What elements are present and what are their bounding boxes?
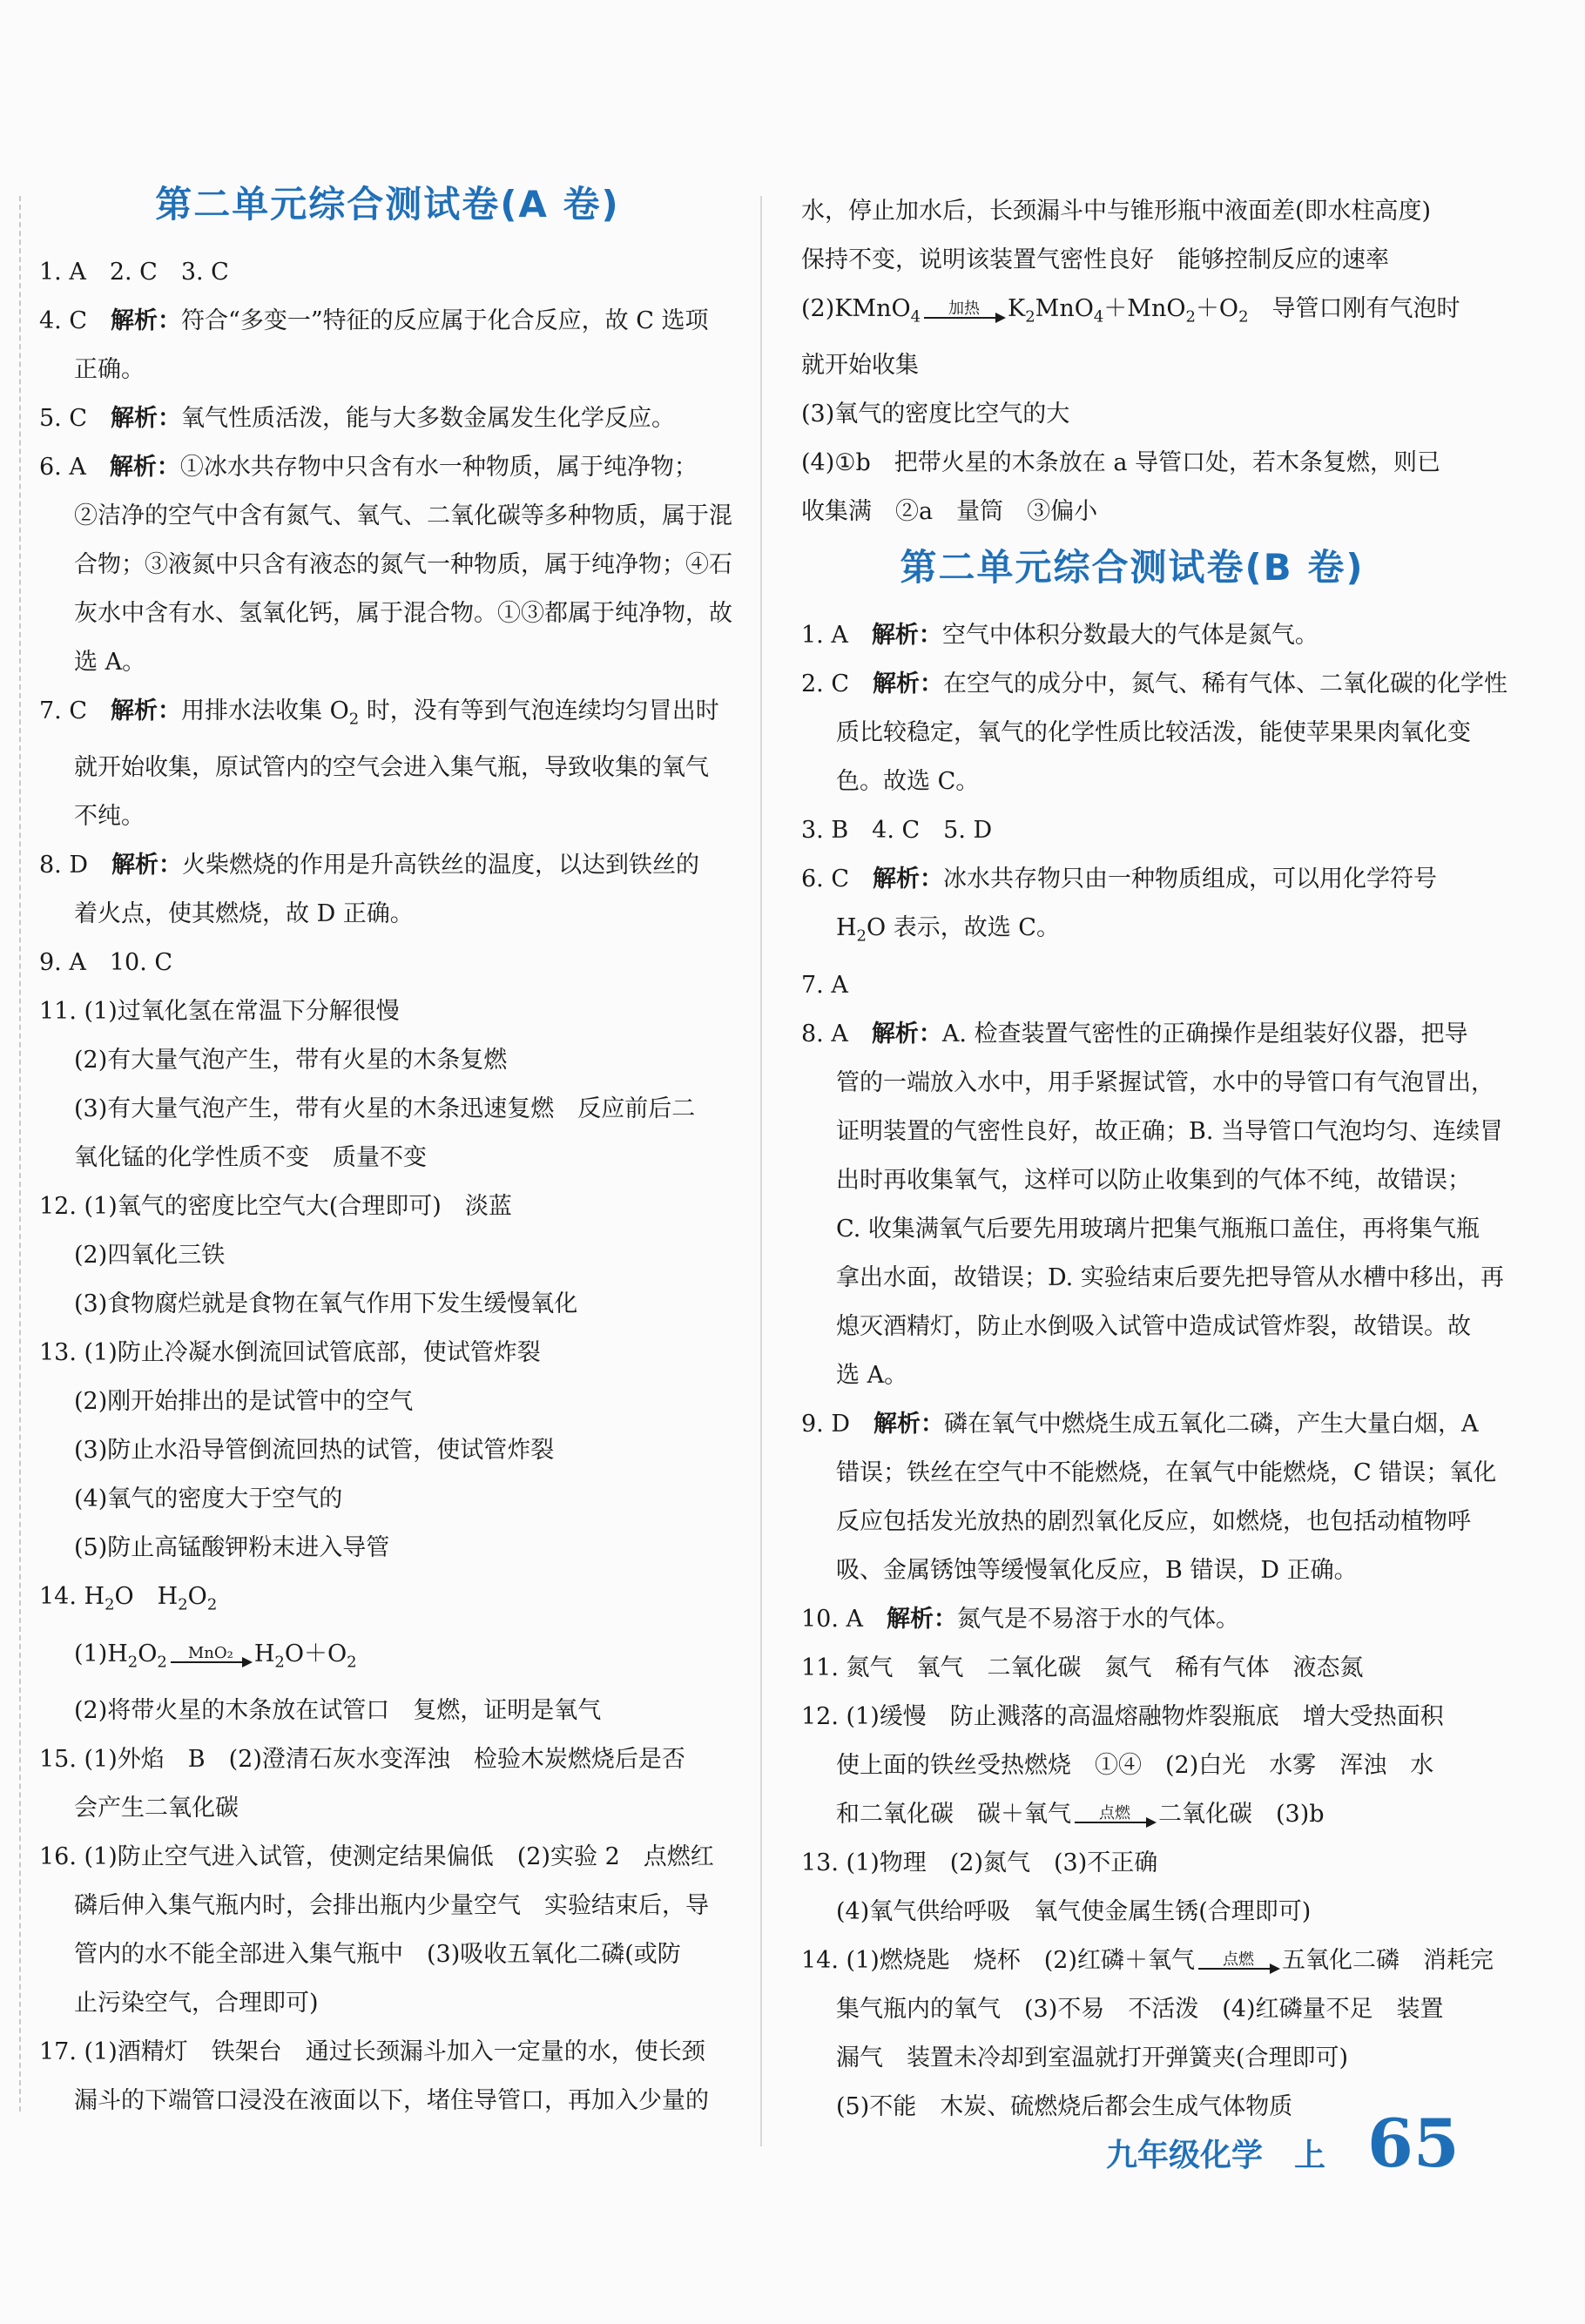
subscript: 2 [1238, 307, 1249, 327]
arrow-icon [924, 317, 1004, 319]
subscript: 2 [105, 1595, 115, 1614]
answer-line: 反应包括发光放热的剧烈氧化反应，如燃烧，也包括动植物呼 [836, 1507, 1471, 1535]
answer-line: ②洁净的空气中含有氮气、氧气、二氧化碳等多种物质，属于混 [74, 502, 732, 529]
answer-line: (2)四氧化三铁 [74, 1242, 226, 1270]
answer-line [801, 1400, 1479, 1449]
answer-line: (3)防止水沿导管倒流回热的试管，使试管炸裂 [74, 1437, 555, 1465]
answer-line: 保持不变，说明该装置气密性良好 能够控制反应的速率 [801, 246, 1389, 273]
answer-line: 集气瓶内的氧气 (3)不易 不活泼 (4)红磷量不足 装置 [836, 1995, 1444, 2023]
question-number: 9. D [801, 1410, 850, 1438]
answer-text: 五氧化二磷 消耗完 [1282, 1946, 1494, 1974]
answer-line: C. 收集满氧气后要先用玻璃片把集气瓶瓶口盖住，再将集气瓶 [836, 1215, 1480, 1243]
answer-line: 灰水中含有水、氢氧化钙，属于混合物。①③都属于纯净物，故 [74, 600, 732, 627]
answer-line [801, 611, 1463, 660]
subscript: 2 [157, 1653, 167, 1672]
answer-line: 选 A。 [74, 649, 146, 676]
question-number: 5. C [39, 405, 88, 432]
answer-entry [801, 611, 1508, 2131]
question-number: 7. C [39, 697, 88, 724]
answer-text: 时，没有等到气泡连续均匀冒出时 [359, 697, 719, 724]
answer-line [801, 1010, 1468, 1059]
formula-text: (1)H [74, 1640, 128, 1667]
answer-line: 着火点，使其燃烧，故 D 正确。 [74, 900, 414, 928]
answer-line [39, 394, 736, 443]
answer-text: O 表示，故选 C。 [867, 914, 1060, 942]
answer-line: 证明装置的气密性良好，故正确；B. 当导管口气泡均匀、连续冒 [836, 1117, 1504, 1145]
formula-text: O [138, 1640, 158, 1667]
subscript: 4 [1093, 307, 1104, 327]
reaction-condition: 加热 [948, 299, 981, 318]
answer-line: 漏斗的下端管口浸没在液面以下，堵住导管口，再加入少量的 [74, 2087, 709, 2115]
answer-line: 管内的水不能全部进入集气瓶中 (3)吸收五氧化二磷(或防 [74, 1941, 681, 1969]
answer-line [801, 660, 1508, 709]
answer-text: A. 检查装置气密性的正确操作是组装好仪器，把导 [941, 1020, 1468, 1047]
formula-text: O [187, 1583, 207, 1611]
analysis-tag: 解析： [111, 405, 182, 432]
answer-line: 管的一端放入水中，用手紧握试管，水中的导管口有气泡冒出， [836, 1068, 1494, 1096]
answer-text: ①冰水共存物中只含有水一种物质，属于纯净物； [179, 454, 698, 481]
answer-line: 7. A [801, 971, 848, 999]
answer-line: 熄灭酒精灯，防止水倒吸入试管中造成试管炸裂，故错误。故 [836, 1312, 1471, 1340]
answer-line: 漏气 装置未冷却到室温就打开弹簧夹(合理即可) [836, 2044, 1349, 2071]
formula-text: MnO [1035, 295, 1094, 322]
analysis-tag: 解析： [873, 1410, 944, 1438]
reaction-arrow [1075, 1806, 1155, 1823]
answer-line: 1. A 2. C 3. C [39, 259, 229, 286]
answer-line: 水，停止加水后，长颈漏斗中与锥形瓶中液面差(即水柱高度) [801, 198, 1432, 225]
answer-line: (4)①b 把带火星的木条放在 a 导管口处，若木条复燃，则已 [801, 449, 1440, 477]
answer-line: 12. (1)氧气的密度比空气大(合理即可) 淡蓝 [39, 1193, 512, 1221]
answer-line [801, 904, 1463, 960]
answer-line: 氧化锰的化学性质不变 质量不变 [74, 1144, 427, 1172]
formula-text: K [1008, 295, 1026, 322]
answer-text: 火柴燃烧的作用是升高铁丝的温度，以达到铁丝的 [182, 852, 699, 879]
subscript: 4 [910, 307, 921, 327]
answer-text: 符合“多变一”特征的反应属于化合反应，故 C 选项 [181, 307, 709, 334]
question-number: 8. D [39, 852, 88, 879]
right-column [801, 187, 1508, 2132]
answer-line: 12. (1)缓慢 防止溅落的高温熔融物炸裂瓶底 增大受热面积 [801, 1702, 1444, 1730]
answer-line: 就开始收集 [801, 352, 919, 380]
answer-line: 13. (1)防止冷凝水倒流回试管底部，使试管炸裂 [39, 1339, 541, 1367]
question-number: 8. A [801, 1020, 848, 1047]
answer-line: 收集满 ②a 量筒 ③偏小 [801, 498, 1098, 526]
section-a-title: 第二单元综合测试卷(A 卷) [155, 183, 620, 226]
answer-line: (3)有大量气泡产生，带有火星的木条迅速复燃 反应前后二 [74, 1095, 696, 1123]
subscript: 2 [347, 1653, 357, 1672]
analysis-tag: 解析： [871, 1020, 942, 1047]
formula-text: ＋O [1195, 295, 1239, 322]
arrow-icon [171, 1661, 251, 1663]
formula-text: H [253, 1640, 275, 1667]
answer-line: 16. (1)防止空气进入试管，使测定结果偏低 (2)实验 2 点燃红 [39, 1843, 714, 1871]
answer-line: 色。故选 C。 [836, 768, 980, 796]
answer-entry [39, 248, 736, 2125]
question-number: 1. A [801, 622, 848, 650]
answer-text: 和二氧化碳 碳＋氧气 [836, 1800, 1071, 1828]
answer-text: 冰水共存物只由一种物质组成，可以用化学符号 [943, 866, 1438, 893]
formula-text: H [84, 1583, 105, 1611]
subscript: 2 [206, 1595, 218, 1614]
answer-line: 13. (1)物理 (2)氮气 (3)不正确 [801, 1849, 1158, 1876]
answer-line [801, 855, 1463, 904]
answer-text: 导管口刚有气泡时 [1248, 295, 1460, 322]
answer-line [39, 687, 736, 744]
analysis-tag: 解析： [873, 866, 944, 893]
answer-line: (3)食物腐烂就是食物在氧气作用下发生缓慢氧化 [74, 1290, 578, 1318]
analysis-tag: 解析： [109, 454, 180, 481]
analysis-tag: 解析： [887, 1605, 958, 1633]
answer-line: (5)不能 木炭、硫燃烧后都会生成气体物质 [836, 2092, 1293, 2120]
page-number: 65 [1367, 2105, 1460, 2182]
analysis-tag: 解析： [111, 307, 182, 334]
answer-line: 11. 氮气 氧气 二氧化碳 氮气 稀有气体 液态氮 [801, 1654, 1364, 1681]
answer-line: 止污染空气，合理即可) [74, 1990, 319, 2018]
reaction-condition: 点燃 [1223, 1950, 1255, 1970]
formula-text: (2)KMnO [801, 295, 911, 322]
analysis-tag: 解析： [873, 670, 944, 698]
reaction-arrow [924, 301, 1004, 319]
reaction-arrow [1198, 1952, 1278, 1970]
analysis-tag: 解析： [111, 852, 182, 879]
arrow-icon [1075, 1822, 1155, 1823]
analysis-tag: 解析： [871, 622, 942, 650]
answer-line: (4)氧气的密度大于空气的 [74, 1485, 343, 1513]
answer-text: 二氧化碳 (3)b [1158, 1800, 1325, 1828]
answer-line [39, 297, 736, 346]
answer-text: 用排水法收集 O [181, 697, 349, 724]
section-b-title: 第二单元综合测试卷(B 卷) [900, 546, 1365, 589]
formula-text: H [836, 914, 857, 942]
answer-line: 3. B 4. C 5. D [801, 817, 993, 845]
answer-line: 拿出水面，故错误；D. 实验结束后要先把导管从水槽中移出，再 [836, 1263, 1504, 1291]
answer-text: 氧气性质活泼，能与大多数金属发生化学反应。 [181, 405, 676, 432]
answer-line: 质比较稳定，氧气的化学性质比较活泼，能使苹果果肉氧化变 [836, 719, 1471, 747]
question-number: 2. C [801, 670, 850, 698]
formula-text: O＋O [284, 1640, 347, 1667]
arrow-icon [1198, 1968, 1278, 1970]
answer-line: 9. A 10. C [39, 949, 173, 977]
answer-line: 11. (1)过氧化氢在常温下分解很慢 [39, 998, 400, 1026]
answer-line: 错误；铁丝在空气中不能燃烧，在氧气中能燃烧，C 错误；氧化 [836, 1458, 1497, 1486]
answer-line: 会产生二氧化碳 [74, 1795, 239, 1822]
subscript: 2 [1025, 307, 1035, 327]
subscript: 2 [856, 926, 867, 946]
answer-line: 15. (1)外焰 B (2)澄清石灰水变浑浊 检验木炭燃烧后是否 [39, 1746, 685, 1774]
formula-text: O H [114, 1583, 179, 1611]
answer-text: 氮气是不易溶于水的气体。 [957, 1605, 1240, 1633]
reaction-condition: MnO₂ [187, 1644, 233, 1663]
question-number: 4. C [39, 307, 88, 334]
book-label: 九年级化学 上 [1106, 2138, 1326, 2173]
subscript: 2 [1185, 307, 1196, 327]
answer-line [801, 1595, 1463, 1644]
answer-line [801, 285, 1463, 341]
answer-line: 使上面的铁丝受热燃烧 ①④ (2)白光 水雾 浑浊 水 [836, 1751, 1434, 1779]
answer-line [39, 841, 736, 890]
answer-line [39, 1573, 736, 1629]
reaction-condition: 点燃 [1099, 1804, 1130, 1823]
answer-line: 磷后伸入集气瓶内时，会排出瓶内少量空气 实验结束后，导 [74, 1892, 709, 1920]
answer-line: (2)有大量气泡产生，带有火星的木条复燃 [74, 1047, 508, 1074]
answer-line [801, 1937, 1494, 1985]
answer-text: 在空气的成分中，氮气、稀有气体、二氧化碳的化学性 [943, 670, 1508, 698]
subscript: 2 [348, 710, 360, 729]
question-number: 6. C [801, 866, 850, 893]
answer-entry [801, 187, 1463, 536]
answer-line: 合物；③液氮中只含有液态的氮气一种物质，属于纯净物；④石 [74, 551, 732, 578]
answer-line [801, 1790, 1463, 1839]
answer-text: 14. (1)燃烧匙 烧杯 (2)红磷＋氧气 [801, 1946, 1196, 1974]
subscript: 2 [178, 1595, 188, 1614]
reaction-arrow [171, 1646, 251, 1663]
question-number: 14. [39, 1583, 84, 1611]
answer-line: 17. (1)酒精灯 铁架台 通过长颈漏斗加入一定量的水，使长颈 [39, 2038, 705, 2066]
answer-line [39, 1630, 736, 1687]
analysis-tag: 解析： [111, 697, 182, 724]
answer-line: (5)防止高锰酸钾粉末进入导管 [74, 1534, 390, 1562]
answer-line: (2)将带火星的木条放在试管口 复燃，证明是氧气 [74, 1697, 602, 1725]
answer-line: 不纯。 [74, 803, 145, 831]
answer-line: 选 A。 [836, 1361, 908, 1389]
subscript: 2 [274, 1653, 285, 1672]
answer-text: 空气中体积分数最大的气体是氮气。 [941, 622, 1319, 650]
left-column [39, 179, 736, 2125]
subscript: 2 [127, 1653, 138, 1672]
answer-line: 吸、金属锈蚀等缓慢氧化反应，B 错误，D 正确。 [836, 1556, 1358, 1584]
answer-line: (4)氧气供给呼吸 氧气使金属生锈(合理即可) [836, 1897, 1312, 1925]
question-number: 10. A [801, 1605, 864, 1633]
formula-text: ＋MnO [1103, 295, 1186, 322]
answer-line: 正确。 [74, 356, 145, 383]
answer-text: 磷在氧气中燃烧生成五氧化二磷，产生大量白烟，A [944, 1410, 1479, 1438]
answer-line [39, 443, 736, 492]
answer-line: 出时再收集氧气，这样可以防止收集到的气体不纯，故错误； [836, 1166, 1471, 1194]
answer-line: 就开始收集，原试管内的空气会进入集气瓶，导致收集的氧气 [74, 754, 709, 782]
answer-line: (3)氧气的密度比空气的大 [801, 401, 1070, 428]
column-divider [760, 196, 762, 2146]
left-binding-dashed-line [19, 196, 21, 2112]
answer-line: (2)刚开始排出的是试管中的空气 [74, 1388, 414, 1416]
question-number: 6. A [39, 454, 86, 481]
